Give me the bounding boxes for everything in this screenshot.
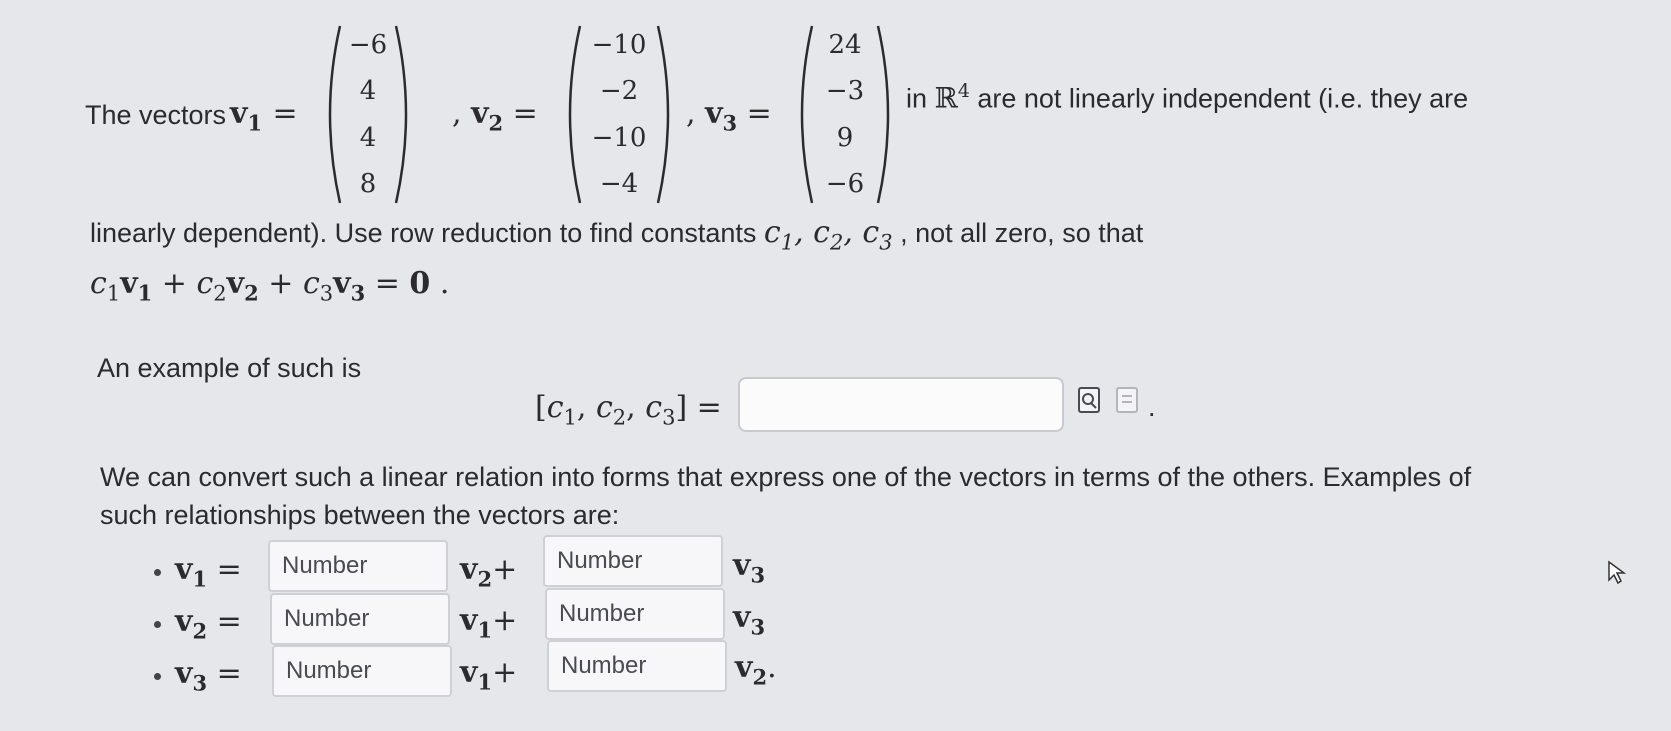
v2-entry: −4 bbox=[599, 168, 639, 199]
intro-text: The vectors bbox=[85, 100, 227, 130]
v3-label: , $v_3$ = bbox=[686, 96, 772, 136]
preview-icon[interactable] bbox=[1078, 387, 1100, 413]
v1-entry: 4 bbox=[359, 76, 377, 107]
space-text: in ℝ$^4$ are not linearly independent (i.e. they are bbox=[906, 80, 1469, 115]
vector-v1 bbox=[318, 22, 418, 207]
v3-entry: −6 bbox=[825, 168, 865, 199]
relation-lhs: $v_3$ = bbox=[175, 656, 242, 696]
relation3-coef-a-input[interactable]: Number bbox=[272, 645, 452, 697]
v1-entry: 8 bbox=[359, 168, 377, 199]
bullet bbox=[154, 569, 161, 576]
v3-entry: −3 bbox=[825, 76, 865, 107]
relation-term-a: $v_2+$ bbox=[460, 552, 518, 592]
v2-entry: −2 bbox=[599, 76, 639, 107]
relation1-coef-a-input[interactable]: Number bbox=[268, 540, 448, 592]
relation-term-a: $v_1+$ bbox=[460, 603, 518, 643]
example-label: An example of such is bbox=[97, 353, 362, 383]
bullet bbox=[154, 621, 161, 628]
relation2-coef-a-input[interactable]: Number bbox=[270, 593, 450, 645]
v3-entry: 24 bbox=[828, 30, 862, 61]
relation-term-b: $v_3$ bbox=[733, 600, 766, 640]
vector-v3 bbox=[790, 22, 900, 207]
convert-text-line1: We can convert such a linear relation into forms that express one of the vectors in terms of the others. Examples of bbox=[100, 462, 1472, 492]
help-icon[interactable] bbox=[1116, 387, 1138, 413]
vector-v2 bbox=[558, 22, 680, 207]
relation-term-b: $v_2$. bbox=[735, 650, 777, 690]
bullet bbox=[154, 673, 161, 680]
v3-entry: 9 bbox=[836, 122, 854, 153]
v2-entry: −10 bbox=[591, 30, 647, 61]
relation1-coef-b-input[interactable]: Number bbox=[543, 535, 723, 587]
coefficients-input[interactable] bbox=[738, 377, 1064, 432]
v1-entry: 4 bbox=[359, 122, 377, 153]
convert-text-line2: such relationships between the vectors are: bbox=[100, 500, 620, 530]
relation-lhs: $v_1$ = bbox=[175, 552, 242, 592]
instruction-text: linearly dependent). Use row reduction to find constants $c_1$, $c_2$, $c_3$ , not all zero, so that bbox=[90, 215, 1144, 255]
v1-entry: −6 bbox=[348, 30, 388, 61]
relation-lhs: $v_2$ = bbox=[175, 604, 242, 644]
v2-entry: −10 bbox=[591, 122, 647, 153]
relation-term-a: $v_1+$ bbox=[460, 655, 518, 695]
v2-label: , $v_2$ = bbox=[452, 96, 538, 136]
mouse-cursor-icon bbox=[1607, 560, 1629, 586]
v1-label: $v_1$ = bbox=[230, 96, 298, 136]
relation3-coef-b-input[interactable]: Number bbox=[547, 640, 727, 692]
linear-combination-equation: $c_1v_1 + c_2v_2 + c_3v_3 = 0$ . bbox=[90, 266, 450, 306]
coefficients-label: [$c_1$, $c_2$, $c_3$] = bbox=[535, 390, 722, 430]
relation2-coef-b-input[interactable]: Number bbox=[545, 588, 725, 640]
relation-term-b: $v_3$ bbox=[733, 548, 766, 588]
period: . bbox=[1148, 392, 1156, 422]
